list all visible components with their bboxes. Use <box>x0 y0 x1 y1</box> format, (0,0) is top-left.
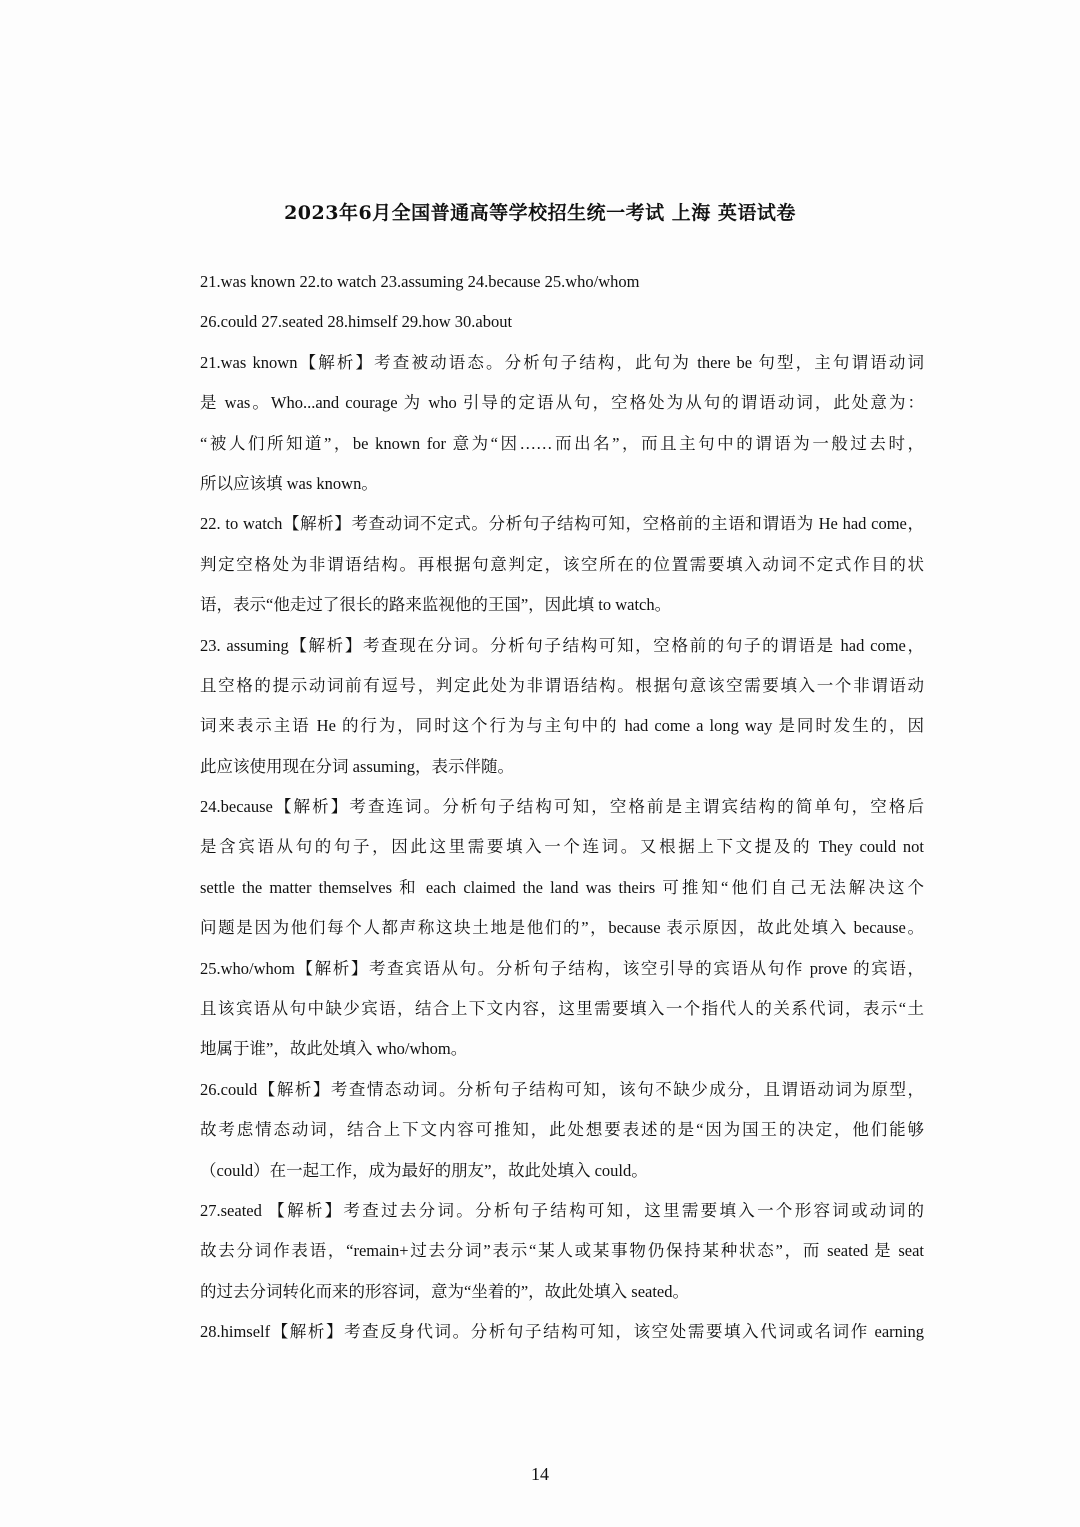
answer-line: 28.himself【解析】考查反身代词。分析句子结构可知，该空处需要填入代词或名词作 earning <box>200 1322 924 1342</box>
answer-text-block <box>200 262 924 1353</box>
answer-line: 故考虑情态动词，结合上下文内容可推知，此处想要表述的是“因为国王的决定，他们能够 <box>200 1120 924 1140</box>
answer-line: settle the matter themselves 和 each claimed the land was theirs 可推知“他们自己无法解决这个 <box>200 877 924 897</box>
exam-title: 2023年6月全国普通高等学校招生统一考试 上海 英语试卷 <box>284 202 796 224</box>
answer-line: 是 was。Who...and courage 为 who 引导的定语从句，空格处为从句的谓语动词，此处意为： <box>200 393 924 413</box>
answer-line: 且该宾语从句中缺少宾语，结合上下文内容，这里需要填入一个指代人的关系代词，表示“土 <box>200 999 924 1019</box>
answer-line: 且空格的提示动词前有逗号，判定此处为非谓语结构。根据句意该空需要填入一个非谓语动 <box>200 675 924 695</box>
answer-line: 24.because【解析】考查连词。分析句子结构可知，空格前是主谓宾结构的简单句，空格后 <box>200 797 924 817</box>
answer-line: 27.seated 【解析】考查过去分词。分析句子结构可知，这里需要填入一个形容词或动词的 <box>200 1200 924 1220</box>
answer-line: 22. to watch【解析】考查动词不定式。分析句子结构可知，空格前的主语和谓语为 He had come， <box>200 514 924 534</box>
answer-line: 所以应该填 was known。 <box>200 473 378 493</box>
answer-line: 判定空格处为非谓语结构。再根据句意判定，该空所在的位置需要填入动词不定式作目的状 <box>200 554 924 574</box>
answer-line: 25.who/whom【解析】考查宾语从句。分析句子结构，该空引导的宾语从句作 prove 的宾语， <box>200 958 924 978</box>
answer-line: 的过去分词转化而来的形容词，意为“坐着的”，故此处填入 seated。 <box>200 1281 689 1301</box>
answer-line: 地属于谁”，故此处填入 who/whom。 <box>200 1039 468 1059</box>
answer-line: 是含宾语从句的句子，因此这里需要填入一个连词。又根据上下文提及的 They could not <box>200 837 924 857</box>
page-number: 14 <box>531 1464 549 1484</box>
answer-line: 21.was known 22.to watch 23.assuming 24.because 25.who/whom <box>200 272 640 291</box>
answer-line: 21.was known【解析】考查被动语态。分析句子结构，此句为 there be 句型，主句谓语动词 <box>200 352 924 372</box>
answer-line: 26.could 27.seated 28.himself 29.how 30.about <box>200 312 513 332</box>
answer-line: 23. assuming【解析】考查现在分词。分析句子结构可知，空格前的句子的谓语是 had come， <box>200 635 924 655</box>
answer-line: 26.could【解析】考查情态动词。分析句子结构可知，该句不缺少成分，且谓语动词为原型， <box>200 1079 924 1099</box>
answer-line: 问题是因为他们每个人都声称这块土地是他们的”，because 表示原因，故此处填入 because。 <box>200 918 924 938</box>
answer-line: 语，表示“他走过了很长的路来监视他的王国”，因此填 to watch。 <box>200 595 672 615</box>
answer-line: 故去分词作表语，“remain+过去分词”表示“某人或某事物仍保持某种状态”，而 seated 是 seat <box>200 1241 924 1261</box>
answer-line: 词来表示主语 He 的行为，同时这个行为与主句中的 had come a long way 是同时发生的，因 <box>200 716 924 736</box>
answer-line: 此应该使用现在分词 assuming，表示伴随。 <box>200 756 514 776</box>
answer-line: “被人们所知道”，be known for 意为“因……而出名”，而且主句中的谓语为一般过去时， <box>200 433 924 453</box>
answer-line: （could）在一起工作，成为最好的朋友”，故此处填入 could。 <box>200 1160 648 1180</box>
